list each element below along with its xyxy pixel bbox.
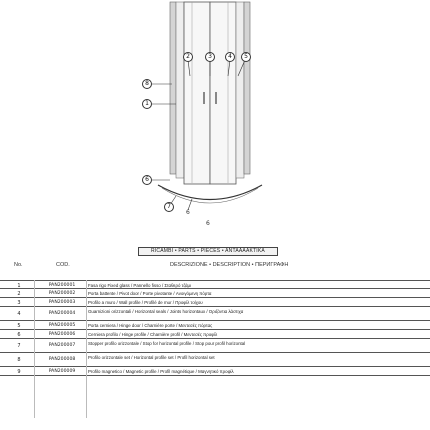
table-divider-code: [86, 280, 87, 418]
row-number: 8: [17, 357, 21, 363]
part-description: Porta cerniera / Hinge door / Charnière porte / Μεντεσές πόρτας: [88, 322, 213, 328]
bottom-label-6a: 6: [186, 209, 190, 216]
callout-2: 2: [183, 52, 193, 62]
row-number: 2: [17, 290, 21, 297]
part-code: PAN200004: [48, 311, 76, 316]
bottom-label-6b: 6: [206, 220, 210, 227]
row-number: 4: [17, 311, 21, 317]
part-code: PAN200003: [48, 299, 76, 305]
left-glass-strip: [170, 2, 176, 174]
handle-right: [215, 92, 217, 104]
row-number: 5: [17, 322, 21, 329]
part-description: Cerniera profilo / Hinge profile / Charnière profil / Μεντεσές προφίλ: [88, 331, 218, 337]
row-number: 3: [17, 299, 21, 306]
column-description: DESCRIZIONE • DESCRIPTION • ПЕРИГРАФН: [170, 262, 289, 268]
table-row: [0, 321, 430, 330]
column-code: COD.: [56, 262, 70, 268]
table-row: [0, 353, 430, 367]
handle-left: [203, 92, 205, 104]
table-row: [0, 289, 430, 298]
part-code: PAN200009: [48, 368, 76, 374]
part-code: PAN200006: [48, 331, 76, 337]
row-number: 7: [17, 343, 21, 349]
callout-5: 5: [241, 52, 251, 62]
part-code: PAN200005: [48, 322, 76, 328]
callout-1: 1: [142, 99, 152, 109]
row-number: 9: [17, 368, 21, 375]
callout-4: 4: [225, 52, 235, 62]
table-divider-no: [34, 280, 35, 418]
right-glass-strip: [244, 2, 250, 174]
row-number: 1: [17, 282, 21, 289]
table-row: [0, 367, 430, 376]
table-column-header: [0, 262, 430, 272]
callout-8: 8: [142, 79, 152, 89]
table-row: [0, 330, 430, 339]
door-panel-left: [184, 2, 210, 184]
part-description: Porta battente / Pivot door / Porte pivotante / Ανοιγόμενη πόρτα: [88, 290, 212, 296]
table-row: [0, 298, 430, 307]
part-description: Profilo magnetico / Magnetic profile / Profil magnétique / Μαγνητικό προφίλ: [88, 368, 234, 374]
part-code: PAN200008: [48, 357, 76, 362]
callout-6: 6: [142, 175, 152, 185]
column-no: No.: [14, 262, 23, 268]
shower-drawing-svg: [140, 0, 270, 235]
parts-section-header: RICAMBI • PARTS • PIECES • ANTAAAAKTIKA: [138, 247, 278, 256]
callout-3: 3: [205, 52, 215, 62]
door-panel-right: [210, 2, 236, 184]
table-row: [0, 339, 430, 353]
table-row: [0, 280, 430, 289]
table-row: [0, 307, 430, 321]
part-code: PAN200001: [48, 282, 76, 288]
part-code: PAN200007: [48, 343, 76, 348]
part-description: Profilo a muro / Wall profile / Profilé de mur / Προφίλ τοίχου: [88, 299, 203, 305]
shower-enclosure-drawing: [140, 0, 270, 235]
part-description: Stopper profilo orizzontale / Stop for horizontal profile / Stop pour profil horizontal: [88, 340, 246, 346]
part-description: Guarnizioni orizzontali / Horizontal seals / Joints horizontaux / Οριζόντια λάστιχα: [88, 308, 244, 314]
row-number: 6: [17, 331, 21, 338]
callout-7: 7: [164, 202, 174, 212]
part-description: Profilo orizzontale set / Horizontal profile set / Profil horizontal set: [88, 354, 215, 360]
parts-table: [0, 280, 430, 376]
part-description: Fasa rigo Fixed glass / Pannello fisso / Σταθερό τζάμι: [88, 282, 192, 288]
part-code: PAN200002: [48, 290, 76, 296]
